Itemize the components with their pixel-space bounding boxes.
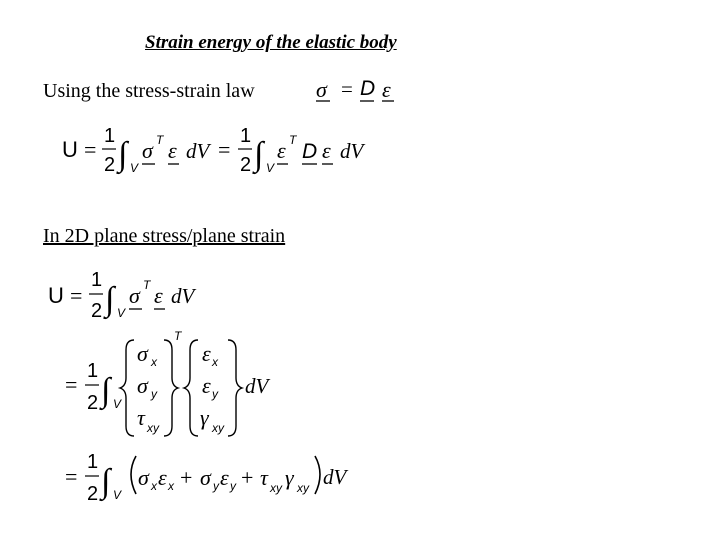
fraction-numerator: 1 — [91, 269, 103, 291]
integral-domain: V — [266, 161, 275, 175]
sigma-y-symbol: σ — [137, 373, 148, 398]
fraction-denominator: 2 — [91, 300, 103, 322]
sigma-y-symbol: σ — [200, 465, 211, 490]
plane-stress-strain-label: In 2D plane stress/plane strain — [43, 225, 286, 247]
left-brace — [184, 340, 198, 436]
subscript-xy: xy — [270, 481, 282, 495]
equals-sign: = — [341, 77, 353, 101]
volume-element: dV — [323, 465, 347, 489]
subscript-x: x — [151, 355, 157, 369]
epsilon-symbol: ε — [382, 77, 391, 102]
subscript-xy: xy — [297, 481, 309, 495]
subscript-y: y — [230, 479, 236, 493]
epsilon-x-symbol: ε — [202, 341, 211, 366]
subscript-y: y — [151, 387, 157, 401]
volume-element: dV — [186, 139, 210, 163]
stress-strain-law-label: Using the stress-strain law — [43, 80, 255, 102]
transpose-superscript: T — [289, 133, 297, 147]
subscript-x: x — [168, 479, 174, 493]
sigma-x-symbol: σ — [138, 465, 149, 490]
strain-energy-equation — [58, 120, 388, 182]
epsilon-x-symbol: ε — [158, 465, 167, 490]
equals-sign: = — [218, 137, 231, 162]
integral-sign: ∫ — [105, 281, 115, 318]
fraction-denominator: 2 — [87, 483, 99, 505]
volume-element: dV — [340, 139, 364, 163]
tau-xy-symbol: τ — [137, 405, 145, 430]
u-symbol: U — [62, 137, 78, 162]
stiffness-matrix-symbol: D — [360, 77, 376, 100]
plane-equation-line-1 — [48, 269, 197, 322]
plane-equation-line-2 — [65, 329, 271, 436]
transpose-superscript: T — [174, 329, 182, 343]
fraction-denominator: 2 — [87, 392, 99, 414]
transpose-superscript: T — [143, 278, 151, 292]
fraction-numerator: 1 — [240, 125, 252, 147]
left-brace — [120, 340, 134, 436]
tau-xy-symbol: τ — [260, 465, 268, 490]
integral-domain: V — [113, 488, 122, 502]
subscript-x: x — [151, 479, 157, 493]
slide-title: Strain energy of the elastic body — [145, 32, 397, 53]
left-parenthesis — [131, 456, 136, 494]
stress-strain-law-equation — [310, 72, 410, 106]
plane-equation-line-3 — [65, 451, 349, 505]
gamma-xy-symbol: γ — [200, 405, 209, 430]
integral-domain: V — [117, 306, 126, 320]
volume-element: dV — [245, 374, 269, 398]
epsilon-symbol: ε — [154, 283, 163, 308]
volume-element: dV — [171, 284, 195, 308]
integral-domain: V — [130, 161, 139, 175]
fraction-numerator: 1 — [87, 451, 99, 473]
integral-sign: ∫ — [101, 463, 111, 500]
fraction-denominator: 2 — [240, 154, 252, 176]
sigma-symbol: σ — [142, 138, 153, 163]
integral-sign: ∫ — [254, 136, 264, 173]
epsilon-symbol: ε — [277, 138, 286, 163]
epsilon-y-symbol: ε — [220, 465, 229, 490]
epsilon-y-symbol: ε — [202, 373, 211, 398]
stiffness-matrix-symbol: D — [302, 140, 318, 163]
integral-sign: ∫ — [118, 136, 128, 173]
fraction-numerator: 1 — [87, 360, 99, 382]
fraction-denominator: 2 — [104, 154, 116, 176]
epsilon-symbol: ε — [322, 138, 331, 163]
u-symbol: U — [48, 283, 64, 308]
right-brace — [164, 340, 178, 436]
subscript-x: x — [212, 355, 218, 369]
integral-domain: V — [113, 397, 122, 411]
plane-strain-energy-equations — [40, 262, 370, 524]
subscript-y: y — [213, 479, 219, 493]
right-parenthesis — [315, 456, 320, 494]
fraction-numerator: 1 — [104, 125, 116, 147]
subscript-xy: xy — [212, 421, 224, 435]
equals-sign: = — [65, 464, 78, 489]
plus-sign: + — [241, 465, 254, 490]
sigma-symbol: σ — [129, 283, 140, 308]
equals-sign: = — [70, 283, 83, 308]
transpose-superscript: T — [156, 133, 164, 147]
subscript-y: y — [212, 387, 218, 401]
epsilon-symbol: ε — [168, 138, 177, 163]
gamma-xy-symbol: γ — [285, 465, 294, 490]
equals-sign: = — [65, 372, 78, 397]
right-brace — [228, 340, 242, 436]
sigma-symbol: σ — [316, 77, 327, 102]
sigma-x-symbol: σ — [137, 341, 148, 366]
subscript-xy: xy — [147, 421, 159, 435]
equals-sign: = — [84, 137, 97, 162]
plus-sign: + — [180, 465, 193, 490]
integral-sign: ∫ — [101, 372, 111, 409]
